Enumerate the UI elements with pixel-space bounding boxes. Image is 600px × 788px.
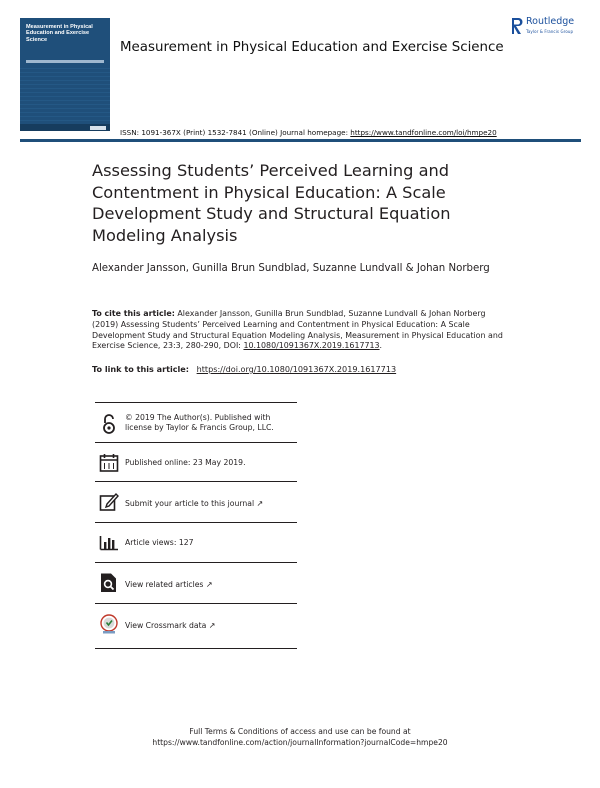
related-articles-icon <box>99 572 119 594</box>
external-link-icon: ↗ <box>205 580 213 589</box>
publisher-logo[interactable] <box>511 16 589 38</box>
related-articles-link[interactable]: View related articles <box>125 580 204 589</box>
journal-homepage-link[interactable]: https://www.tandfonline.com/loi/hmpe20 <box>350 128 497 137</box>
bar-chart-icon <box>99 532 119 554</box>
crossmark-text <box>125 621 295 631</box>
citation-label: To cite this article: <box>92 309 175 318</box>
cover-bar <box>26 60 104 63</box>
article-doi-url[interactable]: https://doi.org/10.1080/1091367X.2019.1617713 <box>196 364 397 374</box>
page-footer <box>0 726 600 748</box>
crossmark-icon <box>99 613 119 635</box>
article-views-text: Article views: 127 <box>125 538 194 547</box>
info-divider <box>95 522 297 523</box>
published-online-text: Published online: 23 May 2019. <box>125 458 246 467</box>
info-item-crossmark[interactable] <box>97 613 297 643</box>
footer-terms-text: Full Terms & Conditions of access and use can be found at <box>189 727 411 736</box>
info-divider <box>95 481 297 482</box>
article-authors: Alexander Jansson, Gunilla Brun Sundblad, Suzanne Lundvall & Johan Norberg <box>92 263 490 274</box>
cover-pattern <box>20 66 110 124</box>
info-divider <box>95 648 297 649</box>
info-item-related[interactable] <box>97 572 297 602</box>
citation-doi-link[interactable]: 10.1080/1091367X.2019.1617713 <box>243 341 380 351</box>
journal-title: Measurement in Physical Education and Exercise Science <box>120 40 504 55</box>
cover-publisher-logo <box>90 126 106 130</box>
article-link-line <box>92 364 396 374</box>
related-articles-text <box>125 580 295 590</box>
citation-text: Alexander Jansson, Gunilla Brun Sundblad, Suzanne Lundvall & Johan Norberg (2019) Assessing Students’ Perceived Learning and Contentment in Physical Education: A Scale Development Study and Structural Equation Modeling Analysis, Measurement in Physical Education and Exercise Science, 23:3, 280-290, DOI: <box>92 309 503 351</box>
info-item-license[interactable] <box>97 413 297 443</box>
info-divider <box>95 562 297 563</box>
edit-icon <box>99 491 119 513</box>
issn-line <box>120 128 497 137</box>
license-text: © 2019 The Author(s). Published with license by Taylor & Francis Group, LLC. <box>125 413 274 433</box>
article-link-label: To link to this article: <box>92 364 190 374</box>
crossmark-link[interactable]: View Crossmark data <box>125 621 207 630</box>
article-title: Assessing Students’ Perceived Learning and Contentment in Physical Education: A Scale Development Study and Structural Equation Modeling Analysis <box>92 161 451 245</box>
routledge-logo-icon <box>511 16 524 36</box>
header-divider <box>20 139 581 142</box>
open-access-icon <box>99 413 119 435</box>
info-item-views <box>97 532 297 562</box>
info-item-published <box>97 452 297 482</box>
publisher-name: Routledge <box>526 16 575 27</box>
info-divider <box>95 442 297 443</box>
calendar-icon <box>99 452 119 474</box>
external-link-icon: ↗ <box>256 499 264 508</box>
external-link-icon: ↗ <box>208 621 216 630</box>
citation-period: . <box>379 341 383 351</box>
cover-footer <box>20 124 110 131</box>
info-divider <box>95 402 297 403</box>
issn-text: ISSN: 1091-367X (Print) 1532-7841 (Online) Journal homepage: <box>120 128 348 137</box>
footer-terms-url[interactable]: https://www.tandfonline.com/action/journalInformation?journalCode=hmpe20 <box>152 738 448 747</box>
journal-cover <box>20 18 110 131</box>
citation <box>92 309 512 352</box>
publisher-tagline: Taylor & Francis Group <box>526 29 574 34</box>
submit-article-text <box>125 499 295 509</box>
cover-title: Measurement in Physical Education and Exercise Science <box>26 24 93 43</box>
info-divider <box>95 603 297 604</box>
submit-article-link[interactable]: Submit your article to this journal <box>125 499 255 508</box>
info-item-submit[interactable] <box>97 491 297 521</box>
